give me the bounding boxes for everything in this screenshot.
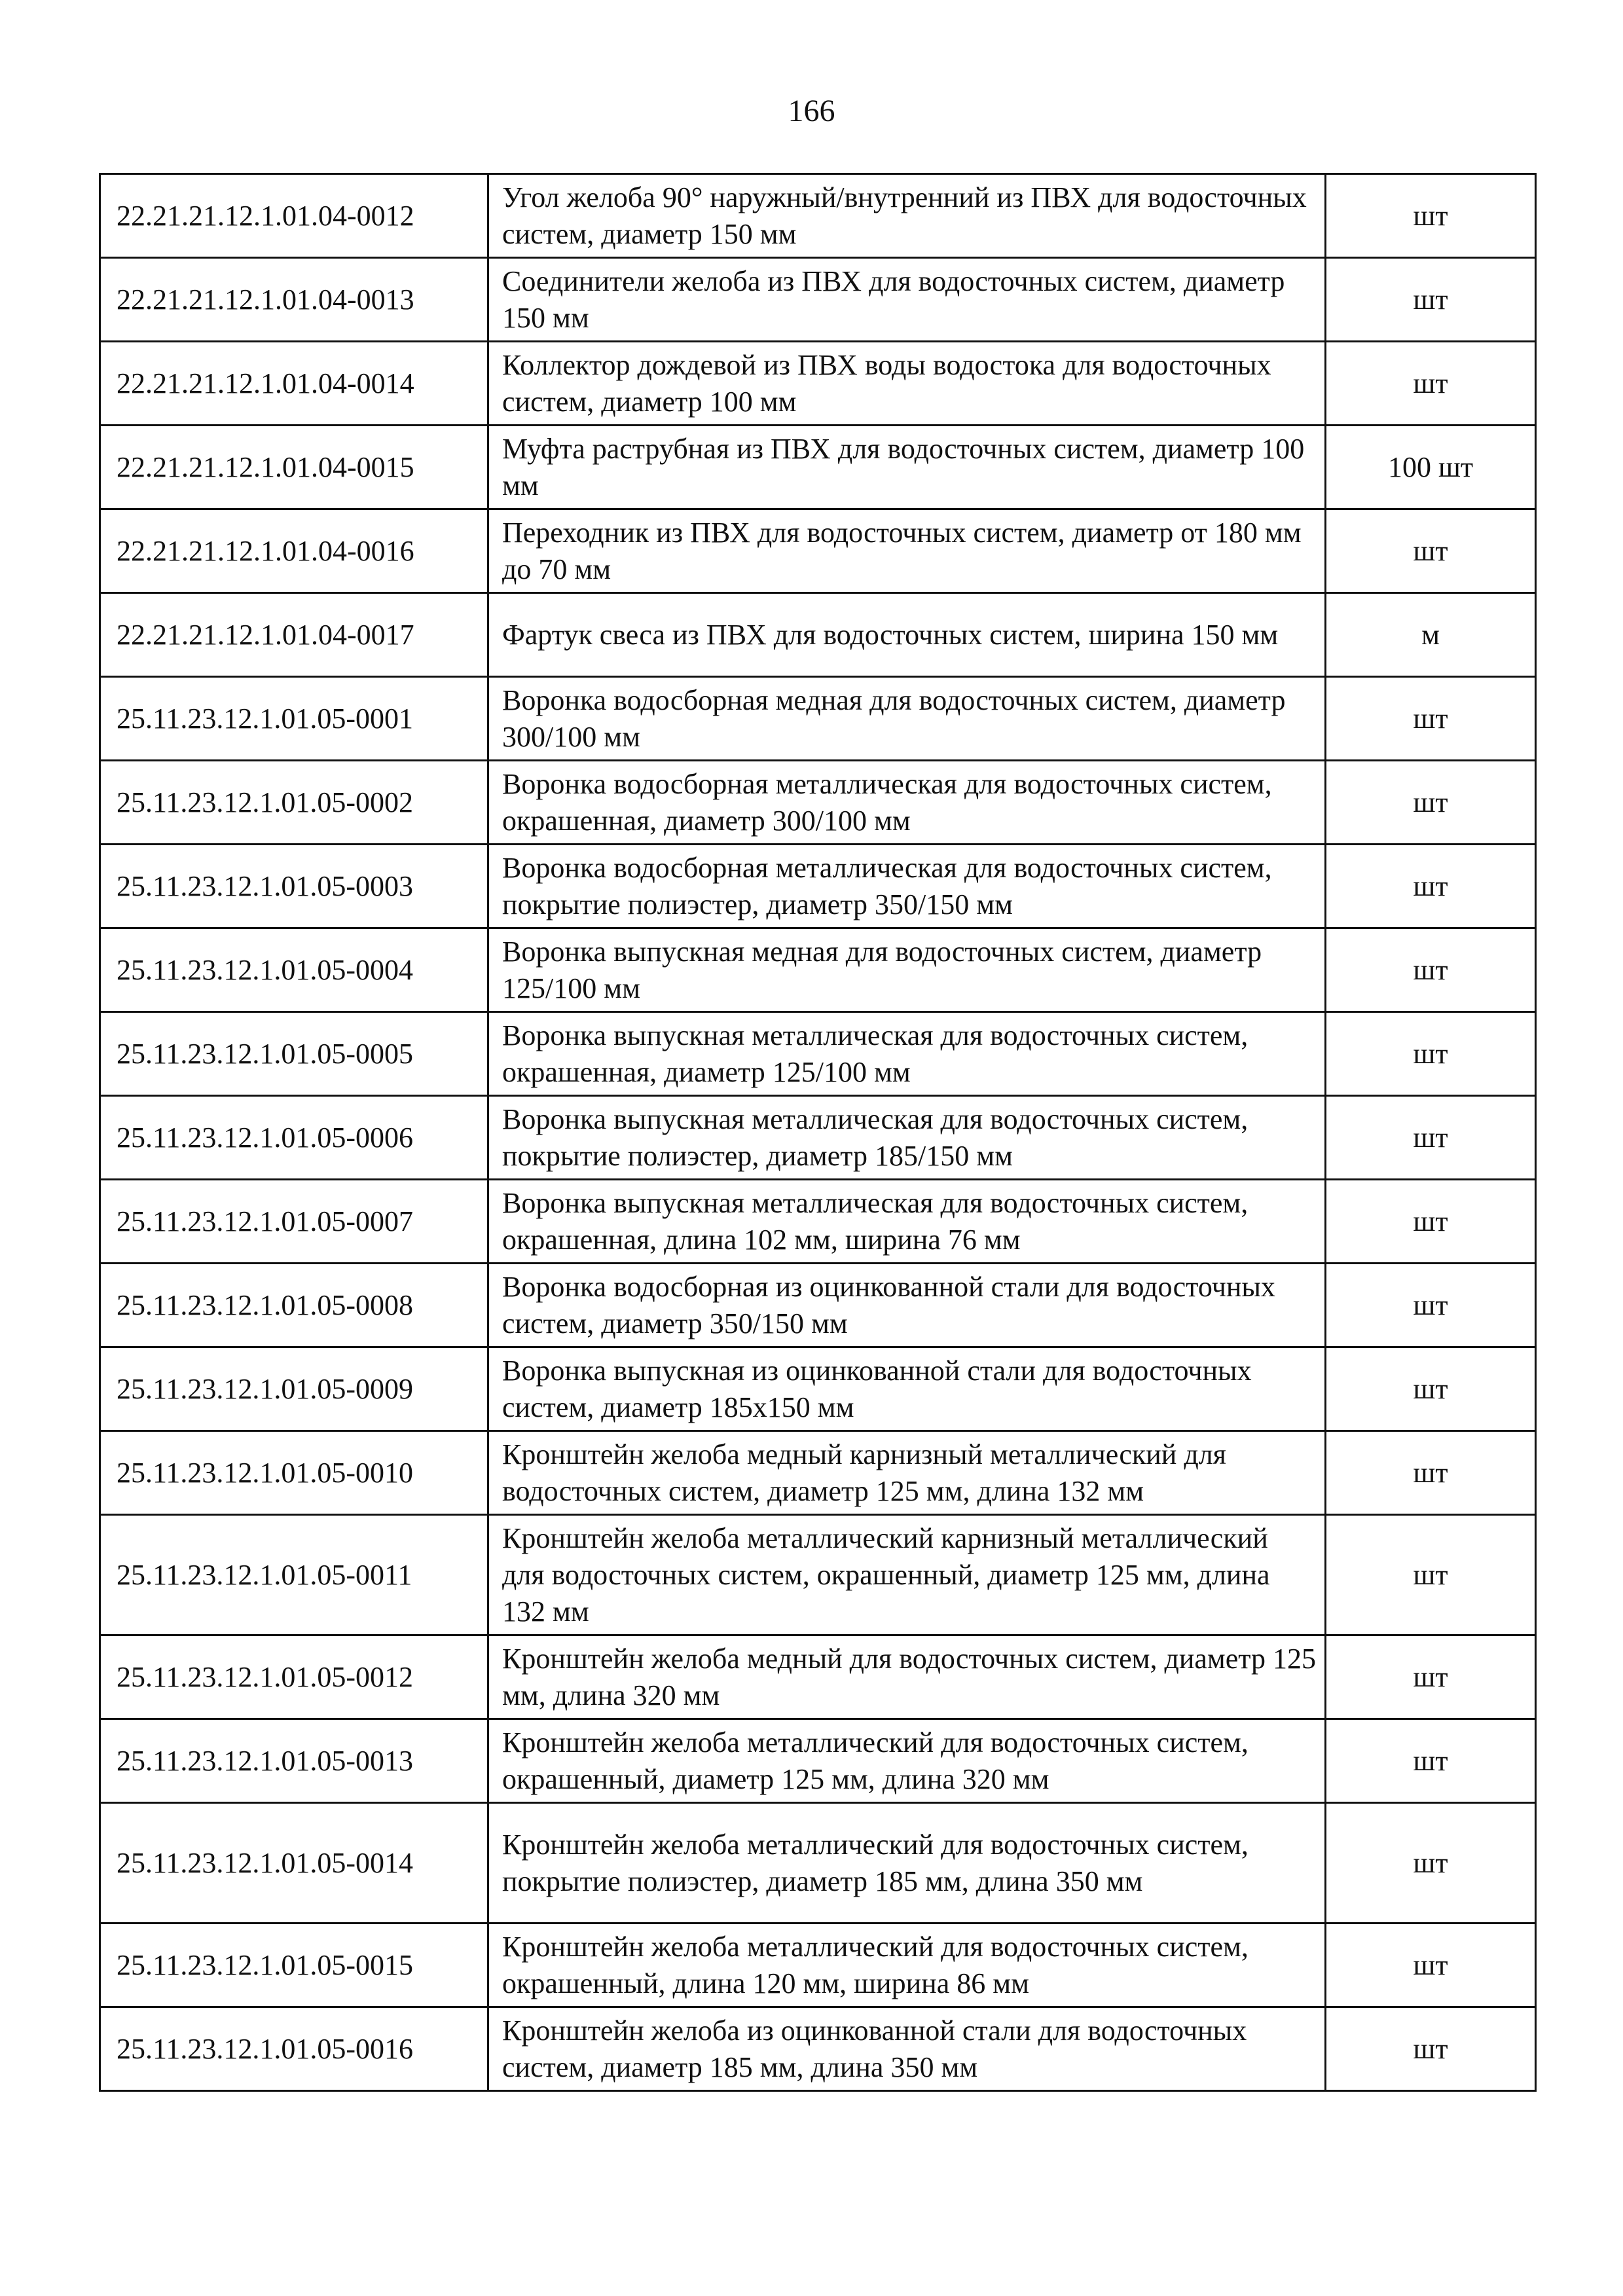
description-cell: Кронштейн желоба металлический карнизный металлический для водосточных систем, окрашенный, диаметр 125 мм, длина 132 мм xyxy=(488,1515,1326,1635)
table-row xyxy=(100,761,1536,845)
description-cell: Воронка водосборная из оцинкованной стали для водосточных систем, диаметр 350/150 мм xyxy=(488,1264,1326,1347)
description-cell: Воронка водосборная медная для водосточных систем, диаметр 300/100 мм xyxy=(488,677,1326,761)
table-row xyxy=(100,593,1536,677)
unit-cell: шт xyxy=(1326,845,1536,928)
unit-cell: шт xyxy=(1326,1431,1536,1515)
code-cell: 25.11.23.12.1.01.05-0010 xyxy=(100,1431,488,1515)
unit-cell: шт xyxy=(1326,1347,1536,1431)
code-cell: 22.21.21.12.1.01.04-0012 xyxy=(100,174,488,258)
description-cell: Кронштейн желоба металлический для водосточных систем, окрашенный, длина 120 мм, ширина 86 мм xyxy=(488,1923,1326,2007)
description-cell: Воронка выпускная металлическая для водосточных систем, окрашенная, длина 102 мм, ширина 76 мм xyxy=(488,1180,1326,1264)
code-cell: 25.11.23.12.1.01.05-0005 xyxy=(100,1012,488,1096)
unit-cell: шт xyxy=(1326,1635,1536,1719)
unit-cell: м xyxy=(1326,593,1536,677)
table-row xyxy=(100,1180,1536,1264)
table-row xyxy=(100,342,1536,426)
unit-cell: шт xyxy=(1326,509,1536,593)
table-row xyxy=(100,1347,1536,1431)
code-cell: 25.11.23.12.1.01.05-0008 xyxy=(100,1264,488,1347)
description-cell: Кронштейн желоба медный для водосточных систем, диаметр 125 мм, длина 320 мм xyxy=(488,1635,1326,1719)
page-number: 166 xyxy=(788,94,835,128)
code-cell: 22.21.21.12.1.01.04-0014 xyxy=(100,342,488,426)
description-cell: Угол желоба 90° наружный/внутренний из ПВХ для водосточных систем, диаметр 150 мм xyxy=(488,174,1326,258)
table-row xyxy=(100,1515,1536,1635)
code-cell: 22.21.21.12.1.01.04-0013 xyxy=(100,258,488,342)
unit-cell: шт xyxy=(1326,174,1536,258)
code-cell: 25.11.23.12.1.01.05-0001 xyxy=(100,677,488,761)
table-row xyxy=(100,1635,1536,1719)
code-cell: 25.11.23.12.1.01.05-0007 xyxy=(100,1180,488,1264)
unit-cell: шт xyxy=(1326,928,1536,1012)
unit-cell: 100 шт xyxy=(1326,426,1536,509)
unit-cell: шт xyxy=(1326,1180,1536,1264)
description-cell: Воронка выпускная медная для водосточных систем, диаметр 125/100 мм xyxy=(488,928,1326,1012)
unit-cell: шт xyxy=(1326,1264,1536,1347)
table-row xyxy=(100,1803,1536,1923)
unit-cell: шт xyxy=(1326,1923,1536,2007)
code-cell: 25.11.23.12.1.01.05-0009 xyxy=(100,1347,488,1431)
description-cell: Кронштейн желоба медный карнизный металлический для водосточных систем, диаметр 125 мм, длина 132 мм xyxy=(488,1431,1326,1515)
unit-cell: шт xyxy=(1326,1012,1536,1096)
code-cell: 25.11.23.12.1.01.05-0013 xyxy=(100,1719,488,1803)
unit-cell: шт xyxy=(1326,2007,1536,2091)
code-cell: 25.11.23.12.1.01.05-0006 xyxy=(100,1096,488,1180)
unit-cell: шт xyxy=(1326,1803,1536,1923)
code-cell: 25.11.23.12.1.01.05-0011 xyxy=(100,1515,488,1635)
description-cell: Воронка водосборная металлическая для водосточных систем, покрытие полиэстер, диаметр 350/150 мм xyxy=(488,845,1326,928)
unit-cell: шт xyxy=(1326,342,1536,426)
table-row xyxy=(100,2007,1536,2091)
unit-cell: шт xyxy=(1326,258,1536,342)
unit-cell: шт xyxy=(1326,1096,1536,1180)
description-cell: Кронштейн желоба из оцинкованной стали для водосточных систем, диаметр 185 мм, длина 350 мм xyxy=(488,2007,1326,2091)
table-row xyxy=(100,174,1536,258)
description-cell: Коллектор дождевой из ПВХ воды водостока для водосточных систем, диаметр 100 мм xyxy=(488,342,1326,426)
description-cell: Кронштейн желоба металлический для водосточных систем, окрашенный, диаметр 125 мм, длина 320 мм xyxy=(488,1719,1326,1803)
code-cell: 25.11.23.12.1.01.05-0002 xyxy=(100,761,488,845)
table-row xyxy=(100,1012,1536,1096)
unit-cell: шт xyxy=(1326,1719,1536,1803)
code-cell: 25.11.23.12.1.01.05-0003 xyxy=(100,845,488,928)
description-cell: Воронка выпускная металлическая для водосточных систем, покрытие полиэстер, диаметр 185/150 мм xyxy=(488,1096,1326,1180)
unit-cell: шт xyxy=(1326,1515,1536,1635)
table-row xyxy=(100,1264,1536,1347)
code-cell: 25.11.23.12.1.01.05-0016 xyxy=(100,2007,488,2091)
resource-table xyxy=(99,173,1537,2092)
description-cell: Муфта раструбная из ПВХ для водосточных систем, диаметр 100 мм xyxy=(488,426,1326,509)
description-cell: Соединители желоба из ПВХ для водосточных систем, диаметр 150 мм xyxy=(488,258,1326,342)
code-cell: 25.11.23.12.1.01.05-0015 xyxy=(100,1923,488,2007)
description-cell: Воронка выпускная из оцинкованной стали для водосточных систем, диаметр 185x150 мм xyxy=(488,1347,1326,1431)
description-cell: Переходник из ПВХ для водосточных систем, диаметр от 180 мм до 70 мм xyxy=(488,509,1326,593)
table-row xyxy=(100,677,1536,761)
description-cell: Кронштейн желоба металлический для водосточных систем, покрытие полиэстер, диаметр 185 мм, длина 350 мм xyxy=(488,1803,1326,1923)
code-cell: 22.21.21.12.1.01.04-0015 xyxy=(100,426,488,509)
code-cell: 22.21.21.12.1.01.04-0017 xyxy=(100,593,488,677)
code-cell: 22.21.21.12.1.01.04-0016 xyxy=(100,509,488,593)
table-row xyxy=(100,1923,1536,2007)
unit-cell: шт xyxy=(1326,677,1536,761)
table-row xyxy=(100,258,1536,342)
description-cell: Воронка выпускная металлическая для водосточных систем, окрашенная, диаметр 125/100 мм xyxy=(488,1012,1326,1096)
code-cell: 25.11.23.12.1.01.05-0012 xyxy=(100,1635,488,1719)
table-row xyxy=(100,928,1536,1012)
table-row xyxy=(100,426,1536,509)
table-row xyxy=(100,1719,1536,1803)
table-row xyxy=(100,509,1536,593)
table-row xyxy=(100,1431,1536,1515)
description-cell: Фартук свеса из ПВХ для водосточных систем, ширина 150 мм xyxy=(488,593,1326,677)
code-cell: 25.11.23.12.1.01.05-0014 xyxy=(100,1803,488,1923)
table-row xyxy=(100,845,1536,928)
table-row xyxy=(100,1096,1536,1180)
code-cell: 25.11.23.12.1.01.05-0004 xyxy=(100,928,488,1012)
unit-cell: шт xyxy=(1326,761,1536,845)
description-cell: Воронка водосборная металлическая для водосточных систем, окрашенная, диаметр 300/100 мм xyxy=(488,761,1326,845)
